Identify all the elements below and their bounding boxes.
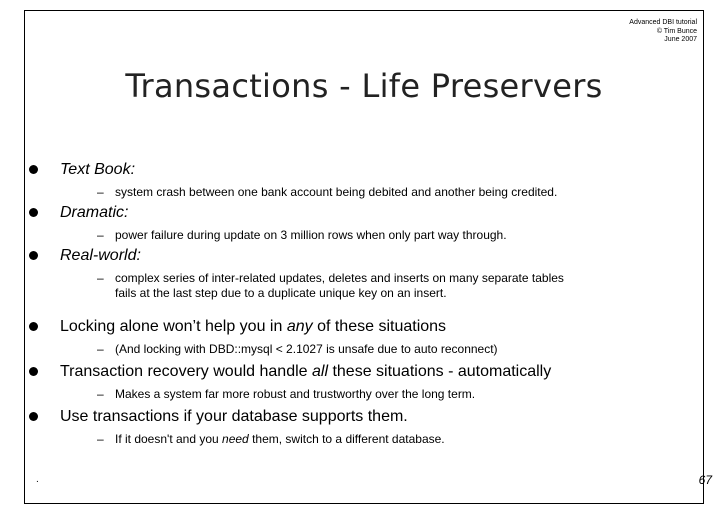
dash-icon: – [97, 185, 104, 199]
sub-item [18, 342, 668, 357]
bullet-item [18, 160, 668, 179]
header-note [629, 19, 697, 45]
bullet-label: Dramatic: [60, 204, 129, 221]
bullet-label: Text Book: [60, 161, 136, 178]
bullet-text [60, 363, 551, 380]
sub-item-text: power failure during update on 3 million rows when only part way through. [115, 228, 507, 242]
slide-title: Transactions - Life Preservers [125, 67, 603, 105]
sub-item [18, 185, 668, 200]
bullet-dot-icon [29, 367, 38, 376]
bullet-text [60, 318, 446, 335]
bullet-text-emphasis: any [286, 318, 313, 335]
bullet-item [18, 203, 668, 222]
bullet-label: Real-world: [60, 247, 141, 264]
sub-item-text-line-2: fails at the last step due to a duplicate unique key on an insert. [115, 286, 447, 300]
bullet-list [18, 150, 668, 447]
header-line-2: © Tim Bunce [656, 27, 697, 35]
bullet-item [18, 317, 668, 336]
bullet-item [18, 362, 668, 381]
bullet-item [18, 407, 668, 426]
bullet-dot-icon [29, 322, 38, 331]
bullet-item [18, 246, 668, 265]
bullet-text-post: these situations - automatically [328, 363, 552, 380]
page-number: 67 [698, 473, 712, 487]
bullet-dot-icon [29, 251, 38, 260]
bullet-dot-icon [29, 208, 38, 217]
sub-item-text: (And locking with DBD::mysql < 2.1027 is unsafe due to auto reconnect) [115, 342, 498, 356]
dash-icon: – [97, 342, 104, 356]
header-line-3: June 2007 [664, 36, 697, 43]
bullet-text-emphasis: all [311, 363, 328, 380]
sub-item-text-pre: If it doesn't and you [115, 432, 223, 446]
footer-mark: . [36, 474, 39, 485]
sub-item-text: system crash between one bank account being debited and another being credited. [115, 185, 558, 199]
sub-item [18, 271, 668, 301]
sub-item-text [115, 432, 445, 446]
dash-icon: – [97, 271, 104, 285]
bullet-text: Use transactions if your database supports them. [60, 408, 408, 425]
sub-item [18, 228, 668, 243]
bullet-dot-icon [29, 412, 38, 421]
sub-item-text-line-1: complex series of inter-related updates, deletes and inserts on many separate tables [115, 271, 564, 285]
sub-item-text-post: them, switch to a different database. [248, 432, 445, 446]
header-line-1: Advanced DBI tutorial [629, 19, 697, 26]
sub-item-text-emphasis: need [222, 432, 249, 446]
bullet-text-pre: Locking alone won’t help you in [60, 318, 287, 335]
dash-icon: – [97, 432, 104, 446]
bullet-text-post: of these situations [312, 318, 447, 335]
sub-item [18, 432, 668, 447]
bullet-dot-icon [29, 165, 38, 174]
dash-icon: – [97, 387, 104, 401]
sub-item [18, 387, 668, 402]
sub-item-text: Makes a system far more robust and trustworthy over the long term. [115, 387, 476, 401]
bullet-text-pre: Transaction recovery would handle [60, 363, 312, 380]
dash-icon: – [97, 228, 104, 242]
